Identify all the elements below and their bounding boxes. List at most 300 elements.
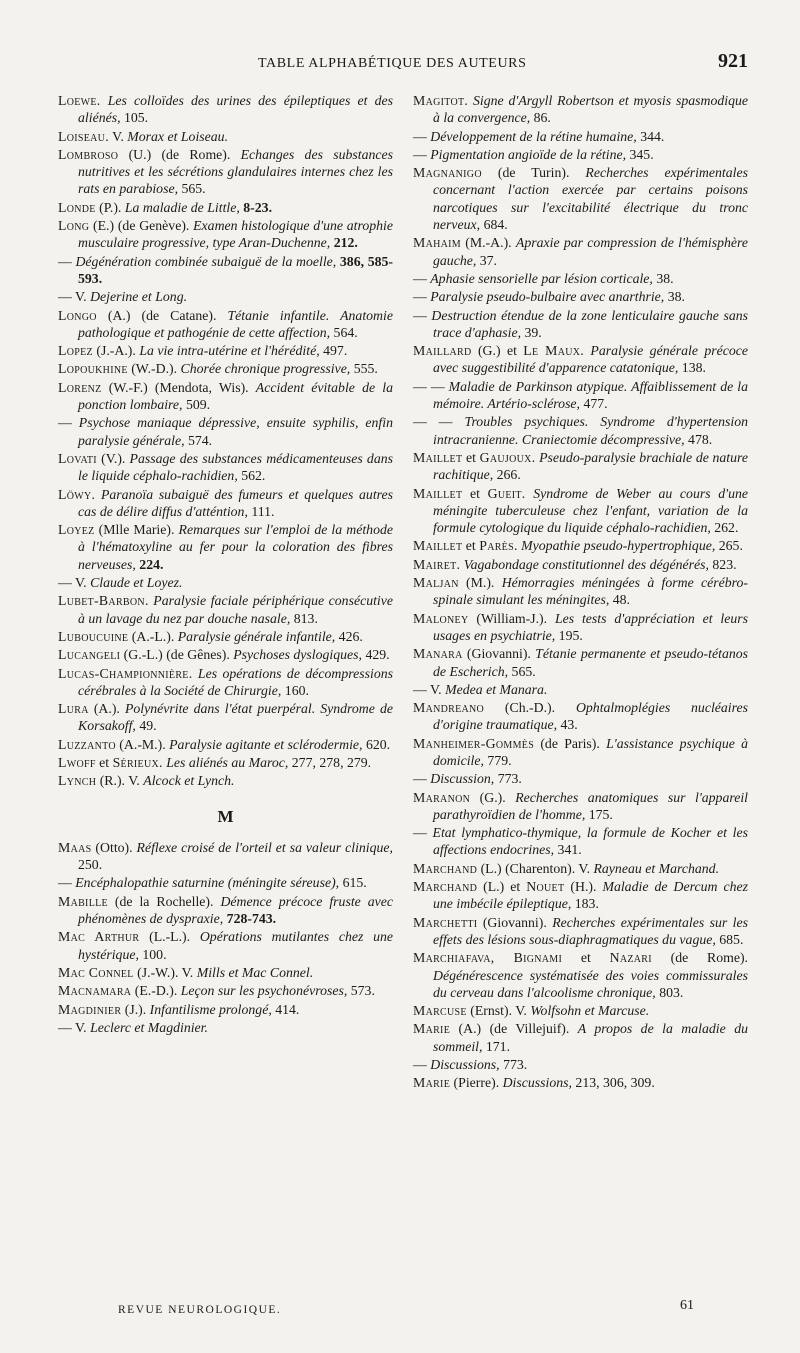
entry-pages: 48.	[609, 592, 630, 608]
entry-pages: 773.	[499, 1057, 528, 1073]
index-entry	[413, 485, 748, 537]
entry-title: Paralysie générale précoce avec suggestibilité d'apparence catatonique,	[433, 343, 748, 376]
index-entry	[413, 878, 748, 913]
entry-author: Loewe.	[58, 93, 101, 108]
entry-text: (G.-L.) (de Gênes).	[120, 647, 234, 663]
entry-coauthor: Nazari	[609, 950, 652, 966]
index-entry	[413, 1056, 748, 1073]
entry-pages: 565.	[508, 663, 536, 679]
index-entry	[413, 824, 748, 859]
index-entry	[413, 556, 748, 573]
entry-text: (U.) (de Rome).	[118, 146, 241, 162]
entry-text: et	[462, 485, 488, 501]
entry-title: Passage des substances médicamenteuses dans le liquide céphalo-rachidien,	[78, 450, 393, 484]
index-entry	[58, 379, 393, 414]
entry-title: Hémorragies méningées à forme cérébro-spinale simulant les méningites,	[433, 575, 748, 608]
entry-text: (A.-L.).	[128, 628, 178, 644]
entry-pages: 620.	[362, 736, 391, 752]
entry-title: Discussions,	[430, 1057, 500, 1073]
entry-text: (de Paris).	[534, 735, 607, 751]
entry-pages: 779.	[483, 752, 512, 768]
entry-title: Discussions,	[502, 1075, 572, 1091]
entry-title: La maladie de Little,	[124, 199, 240, 215]
entry-title: Claude et Loyez.	[90, 575, 183, 591]
entry-text: (de Turin).	[481, 165, 586, 181]
entry-pages: 345.	[626, 146, 654, 162]
entry-text: et	[462, 538, 480, 554]
index-entry	[413, 270, 748, 287]
index-entry	[413, 1002, 748, 1019]
entry-title: Développement de la rétine humaine,	[430, 128, 637, 144]
entry-text: (J.-A.).	[92, 343, 140, 359]
entry-text: (V.).	[96, 450, 130, 466]
entry-author: Lwoff	[58, 754, 96, 770]
entry-pages: 426.	[335, 628, 363, 644]
index-entry	[58, 574, 393, 591]
entry-title: Medea et Manara.	[445, 681, 548, 697]
index-entry	[58, 736, 393, 753]
index-entry	[58, 307, 393, 342]
entry-author: Mabille	[58, 893, 108, 909]
entry-pages: 509.	[182, 397, 211, 413]
index-entry	[58, 754, 393, 771]
entry-author: Mahaim	[413, 235, 461, 251]
index-entry	[58, 217, 393, 252]
entry-text: —	[413, 771, 431, 787]
entry-title: Démence précoce fruste avec phénomènes de dyspraxie,	[78, 893, 394, 927]
entry-text: (M.).	[458, 575, 502, 591]
entry-title: Pigmentation angioïde de la rétine,	[430, 146, 627, 162]
entry-author: Marie	[413, 1075, 451, 1091]
entry-author: Marie	[413, 1021, 451, 1037]
index-entry	[413, 914, 748, 949]
index-entry	[413, 342, 748, 377]
entry-coauthor: Nouet	[526, 879, 565, 895]
running-title: TABLE ALPHABÉTIQUE DES AUTEURS	[258, 56, 527, 71]
entry-text: —	[58, 415, 79, 431]
entry-text: —	[413, 307, 432, 323]
index-entry	[413, 770, 748, 787]
entry-author: Luboucuine	[58, 628, 129, 644]
index-entry	[58, 964, 393, 981]
entry-author: Longo	[58, 307, 97, 323]
entry-pages: 813.	[290, 610, 318, 626]
entry-text: (Ch.-D.).	[484, 700, 576, 716]
entry-text: (A.) (de Catane).	[96, 307, 228, 323]
entry-pages: 265.	[715, 538, 743, 554]
index-entry	[413, 307, 748, 342]
entry-author: Mac Connel	[58, 964, 134, 980]
entry-author: Lucas-Championnière.	[58, 665, 193, 681]
index-entry	[413, 449, 748, 484]
entry-pages: 111.	[247, 503, 275, 519]
entry-text: (P.).	[95, 199, 125, 215]
entry-author: Lynch	[58, 773, 97, 789]
entry-text: —	[413, 146, 431, 162]
left-entries-m-list	[58, 839, 393, 1036]
entry-title: Les opérations de décompressions cérébrales à la Société de Chirurgie,	[78, 665, 393, 698]
entry-coauthor: Le Maux.	[523, 343, 585, 359]
entry-pages: 86.	[530, 110, 551, 126]
index-entry	[413, 288, 748, 305]
entry-text: (de la Rochelle).	[107, 893, 221, 909]
entry-text-2: (H.).	[564, 879, 597, 895]
entry-text: —	[413, 270, 431, 286]
entry-author: Maillet	[413, 538, 463, 554]
entry-pages: 429.	[362, 647, 390, 663]
entry-text: (A.).	[88, 701, 125, 717]
entry-title: Polynévrite dans l'état puerpéral. Syndrome de Korsakoff,	[78, 701, 393, 734]
entry-title: Chorée chronique progressive,	[180, 361, 351, 377]
entry-pages: 803.	[655, 984, 684, 1000]
entry-pages: 38.	[652, 270, 674, 286]
entry-author: Magnanigo	[413, 165, 482, 181]
entry-text: V.	[108, 128, 128, 144]
entry-text: — V.	[413, 681, 446, 697]
entry-title: Morax et Loiseau.	[127, 128, 229, 144]
entry-author: Loiseau.	[58, 128, 109, 144]
entry-text: — V.	[58, 575, 91, 591]
entry-pages: 160.	[281, 682, 309, 698]
index-entry	[413, 681, 748, 698]
entry-pages-bold: 8-23.	[239, 199, 273, 215]
entry-author: Mairet.	[413, 556, 461, 572]
entry-text: — —	[413, 378, 449, 394]
index-entry	[413, 92, 748, 127]
index-entry	[58, 128, 393, 145]
entry-pages: 175.	[585, 806, 613, 822]
left-entries-list	[58, 92, 393, 790]
entry-pages: 823.	[708, 556, 737, 572]
entry-pages: 100.	[138, 946, 167, 962]
index-entry	[58, 700, 393, 735]
entry-title: Discussion,	[430, 771, 495, 787]
entry-title: Etat lymphatico-thymique, la formule de Kocher et les affections endocrines,	[432, 825, 748, 858]
entry-author: Maas	[58, 839, 92, 855]
entry-text: (A.-M.).	[115, 736, 170, 752]
index-entry	[58, 342, 393, 359]
entry-title: Dégénérescence systématisée des voies commissurales du cerveau dans l'alcoolisme chronique,	[433, 967, 748, 1000]
entry-pages: 213, 306, 309.	[571, 1075, 655, 1091]
entry-title: Encéphalopathie saturnine (méningite séreuse),	[75, 875, 340, 891]
entry-pages: 344.	[636, 128, 665, 144]
entry-text: (G.) et	[471, 343, 524, 359]
entry-text: (L.) (Charenton). V.	[477, 860, 594, 876]
entry-coauthor: Parès.	[479, 538, 518, 554]
index-entry	[58, 414, 393, 449]
index-entry	[413, 413, 748, 448]
section-letter: M	[217, 806, 234, 826]
entry-text: —	[413, 289, 431, 305]
entry-title: Myopathie pseudo-hypertrophique,	[517, 538, 716, 554]
entry-pages: 562.	[237, 468, 266, 484]
entry-author: Londe	[58, 199, 96, 215]
index-entry	[413, 234, 748, 269]
entry-title: L'assistance psychique à domicile,	[433, 735, 748, 768]
entry-pages: 37.	[476, 252, 497, 268]
entry-text: (Giovanni).	[477, 914, 553, 930]
entry-pages: 39.	[521, 324, 542, 340]
entry-title: Psychose maniaque dépressive, ensuite syphilis, enfin paralysie générale,	[78, 415, 393, 448]
entry-text: —	[413, 825, 433, 841]
entry-pages: 250.	[78, 857, 103, 873]
entry-coauthor: Sérieux.	[112, 754, 163, 770]
index-entry	[58, 486, 393, 521]
index-entry	[413, 789, 748, 824]
index-entry	[58, 665, 393, 700]
entry-title: Les colloïdes des urines des épileptiques et des aliénés,	[78, 93, 393, 126]
entry-text: (Mlle Marie).	[94, 522, 179, 538]
index-entry	[413, 164, 748, 233]
entry-text: —	[58, 875, 76, 891]
entry-title: Tétanie infantile. Anatomie pathologique et pathogénie de cette affection,	[78, 307, 393, 340]
entry-title: La vie intra-utérine et l'hérédité,	[139, 343, 320, 359]
entry-text: — —	[413, 414, 465, 430]
entry-title: Recherches anatomiques sur l'appareil parathyroïdien de l'homme,	[433, 789, 749, 822]
entry-author: Mac Arthur	[58, 929, 140, 945]
index-entry	[58, 253, 393, 288]
entry-title: Paralysie faciale périphérique consécutive à un lavage du nez par douche nasale,	[78, 593, 394, 626]
entry-title: Paralysie agitante et sclérodermie,	[169, 736, 363, 752]
entry-text: (E.) (de Genève).	[89, 218, 194, 234]
entry-author: Long	[58, 218, 90, 234]
entry-text: (E.-D.).	[131, 983, 181, 999]
entry-text: — V.	[58, 1019, 91, 1035]
entry-pages: 38.	[664, 289, 685, 305]
entry-pages-bold: 212.	[330, 235, 358, 251]
entry-text-2: (de Rome).	[651, 950, 749, 966]
entry-author: Mandreano	[413, 700, 485, 716]
index-entry	[58, 1019, 393, 1036]
entry-title: Recherches expérimentales sur les effets des lésions sous-diaphragmatiques du vague,	[433, 914, 748, 947]
index-entry	[413, 378, 748, 413]
index-entry	[413, 1020, 748, 1055]
entry-text: —	[413, 1057, 431, 1073]
entry-text: (R.). V.	[96, 773, 144, 789]
entry-pages-bold: 386, 585-593.	[78, 253, 393, 286]
entry-pages: 171.	[482, 1038, 511, 1054]
entry-title: Rayneau et Marchand.	[593, 860, 720, 876]
index-entry	[58, 928, 393, 963]
entry-text: (Giovanni).	[462, 646, 536, 662]
entry-pages: 105.	[120, 110, 149, 126]
entry-pages: 684.	[480, 217, 508, 233]
entry-text: (A.) (de Villejuif).	[450, 1021, 578, 1037]
entry-author: Macnamara	[58, 983, 132, 999]
entry-title: Remarques sur l'emploi de la méthode à l'hématoxyline au fer pour la coloration des fibres nerveuses,	[78, 522, 393, 572]
index-entry	[413, 146, 748, 163]
entry-pages: 138.	[678, 360, 706, 376]
entry-text: (William-J.).	[468, 610, 555, 626]
entry-text: (W.-F.) (Mendota, Wis).	[101, 379, 256, 395]
entry-author: Manara	[413, 646, 463, 662]
entry-text: (J.-W.). V.	[133, 964, 197, 980]
entry-title: Les aliénés au Maroc,	[162, 754, 289, 770]
entry-pages: 574.	[184, 432, 213, 448]
entry-author: Lovati	[58, 450, 97, 466]
entry-author: Maillet	[413, 485, 463, 501]
index-entry	[58, 146, 393, 198]
entry-text: (L.-L.).	[139, 929, 200, 945]
right-entries-list	[413, 92, 748, 1092]
entry-title: Signe d'Argyll Robertson et myosis spasmodique à la convergence,	[433, 93, 748, 126]
entry-pages: 262.	[710, 520, 739, 536]
entry-text: (W.-D.).	[127, 361, 181, 377]
index-entry	[58, 450, 393, 485]
footer-journal: REVUE NEUROLOGIQUE.	[118, 1304, 282, 1316]
entry-pages-bold: 728-743.	[223, 911, 277, 927]
entry-author: Maranon	[413, 789, 471, 805]
entry-author: Lopoukhine	[58, 361, 128, 377]
entry-title: Mills et Mac Connel.	[196, 964, 314, 980]
entry-pages: 266.	[493, 467, 521, 483]
entry-text: (Otto).	[91, 839, 137, 855]
entry-title: Wolfsohn et Marcuse.	[530, 1003, 650, 1019]
entry-author: Lubet-Barbon.	[58, 593, 149, 609]
entry-pages: 573.	[347, 983, 375, 999]
index-entry	[58, 982, 393, 999]
entry-text: (Pierre).	[450, 1075, 503, 1091]
index-entry	[58, 1001, 393, 1018]
entry-title: Recherches expérimentales concernant l'action exercée par certains poisons narcotiques sur l'excitabilité électrique du tronc nerveux,	[433, 165, 748, 233]
index-entry	[58, 92, 393, 127]
entry-text	[101, 93, 108, 108]
index-entry	[413, 735, 748, 770]
entry-pages: 497.	[319, 343, 348, 359]
entry-title: Pseudo-paralysie brachiale de nature rachitique,	[433, 449, 749, 483]
entry-author: Marchand	[413, 879, 478, 895]
entry-text: et	[95, 754, 113, 770]
entry-author: Lombroso	[58, 146, 119, 162]
page-header	[58, 50, 748, 78]
entry-text: (G.).	[470, 789, 516, 805]
entry-title: Dejerine et Long.	[90, 289, 188, 305]
entry-title: Apraxie par compression de l'hémisphère gauche,	[433, 235, 748, 268]
index-entry	[413, 699, 748, 734]
entry-pages: 773.	[494, 771, 522, 787]
index-entry	[413, 128, 748, 145]
right-column	[413, 92, 748, 1093]
entry-title: Destruction étendue de la zone lenticulaire gauche sans trace d'aphasie,	[431, 307, 749, 340]
entry-author: Marcuse	[413, 1003, 467, 1019]
entry-title: A propos de la maladie du sommeil,	[433, 1021, 748, 1054]
entry-pages: 615.	[339, 875, 367, 891]
index-entry	[58, 646, 393, 663]
entry-title: Les tests d'appréciation et leurs usages en psychiatrie,	[433, 610, 749, 643]
entry-pages: 49.	[135, 718, 157, 734]
entry-title: Echanges des substances nutritives et les sécrétions glandulaires internes chez les rats en parabiose,	[78, 146, 393, 197]
index-entry	[58, 592, 393, 627]
entry-title: Réflexe croisé de l'orteil et sa valeur clinique,	[136, 839, 393, 855]
index-entry	[58, 288, 393, 305]
index-entry	[413, 949, 748, 1001]
entry-author: Löwy.	[58, 486, 96, 502]
footer-signature: 61	[680, 1298, 694, 1313]
entry-author: Magdinier	[58, 1001, 122, 1017]
entry-title: Leçon sur les psychonévroses,	[180, 983, 348, 999]
entry-title: Troubles psychiques. Syndrome d'hypertension intracranienne. Craniectomie décompressive,	[433, 414, 748, 447]
entry-author: Marchiafava, Bignami	[413, 950, 563, 966]
entry-pages: 341.	[554, 842, 582, 858]
entry-title: Examen histologique d'une atrophie musculaire progressive, type Aran-Duchenne,	[78, 218, 394, 251]
entry-pages-bold: 224.	[135, 556, 164, 572]
index-entry	[58, 628, 393, 645]
entry-author: Lucangeli	[58, 647, 121, 663]
entry-pages: 478.	[684, 431, 713, 447]
entry-text: —	[58, 253, 76, 269]
entry-coauthor: Gaujoux.	[479, 449, 536, 465]
entry-author: Magitot.	[413, 93, 469, 108]
entry-pages: 565.	[178, 181, 206, 197]
entry-author: Lura	[58, 701, 89, 717]
entry-author: Maloney	[413, 610, 469, 626]
index-entry	[58, 839, 393, 874]
index-entry	[413, 860, 748, 877]
entry-pages: 555.	[350, 361, 378, 377]
index-entry	[413, 645, 748, 680]
entry-pages: 195.	[555, 627, 583, 643]
entry-text: — V.	[58, 289, 91, 305]
entry-author: Luzzanto	[58, 736, 116, 752]
index-entry	[58, 360, 393, 377]
index-entry	[413, 1074, 748, 1091]
entry-text: (L.) et	[477, 879, 527, 895]
page-number: 921	[718, 50, 748, 72]
index-entry	[58, 199, 393, 216]
entry-author: Lorenz	[58, 379, 102, 395]
index-entry	[58, 772, 393, 789]
index-entry	[58, 893, 393, 928]
entry-text: (J.).	[121, 1001, 150, 1017]
entry-title: Syndrome de Weber au cours d'une méningite tuberculeuse chez l'enfant, variation de la formule cytologique du liquide céphalo-rachidien,	[433, 485, 748, 536]
entry-text: et	[462, 449, 480, 465]
entry-title: Maladie de Dercum chez une imbécile épileptique,	[433, 879, 748, 912]
index-entry	[413, 610, 748, 645]
entry-title: Aphasie sensorielle par lésion corticale,	[430, 270, 653, 286]
entry-title: Paralysie générale infantile,	[177, 628, 336, 644]
entry-pages: 183.	[571, 896, 599, 912]
entry-text: (Ernst). V.	[466, 1003, 531, 1019]
entry-title: Opérations mutilantes chez une hystérique,	[78, 929, 394, 962]
entry-author: Maillard	[413, 343, 472, 359]
entry-title: Infantilisme prolongé,	[149, 1001, 272, 1017]
entry-author: Loyez	[58, 522, 95, 538]
entry-pages: 477.	[580, 396, 608, 412]
entry-title: Ophtalmoplégies nucléaires d'origine traumatique,	[433, 700, 748, 733]
index-entry	[413, 574, 748, 609]
entry-coauthor: Gueit.	[487, 485, 526, 501]
entry-title: Tétanie permanente et pseudo-tétanos de Escherich,	[433, 646, 749, 679]
entry-title: Paralysie pseudo-bulbaire avec anarthrie,	[430, 289, 665, 305]
entry-text: et	[562, 950, 610, 966]
entry-pages: 564.	[330, 324, 358, 340]
entry-pages: 43.	[557, 717, 578, 733]
index-entry	[58, 521, 393, 573]
entry-pages: 277, 278, 279.	[288, 754, 372, 770]
index-entry	[413, 537, 748, 554]
entry-author: Lopez	[58, 343, 93, 359]
entry-author: Maljan	[413, 575, 459, 591]
entry-title: Accident évitable de la ponction lombaire,	[78, 379, 393, 413]
entry-text: —	[413, 128, 431, 144]
entry-author: Maillet	[413, 449, 463, 465]
entry-title: Leclerc et Magdinier.	[90, 1019, 208, 1035]
entry-author: Marchetti	[413, 914, 478, 930]
entry-title: Vagabondage constitutionnel des dégénérés,	[463, 556, 709, 572]
index-entry	[58, 874, 393, 891]
entry-pages: 414.	[271, 1001, 300, 1017]
entry-title: Alcock et Lynch.	[143, 773, 235, 789]
